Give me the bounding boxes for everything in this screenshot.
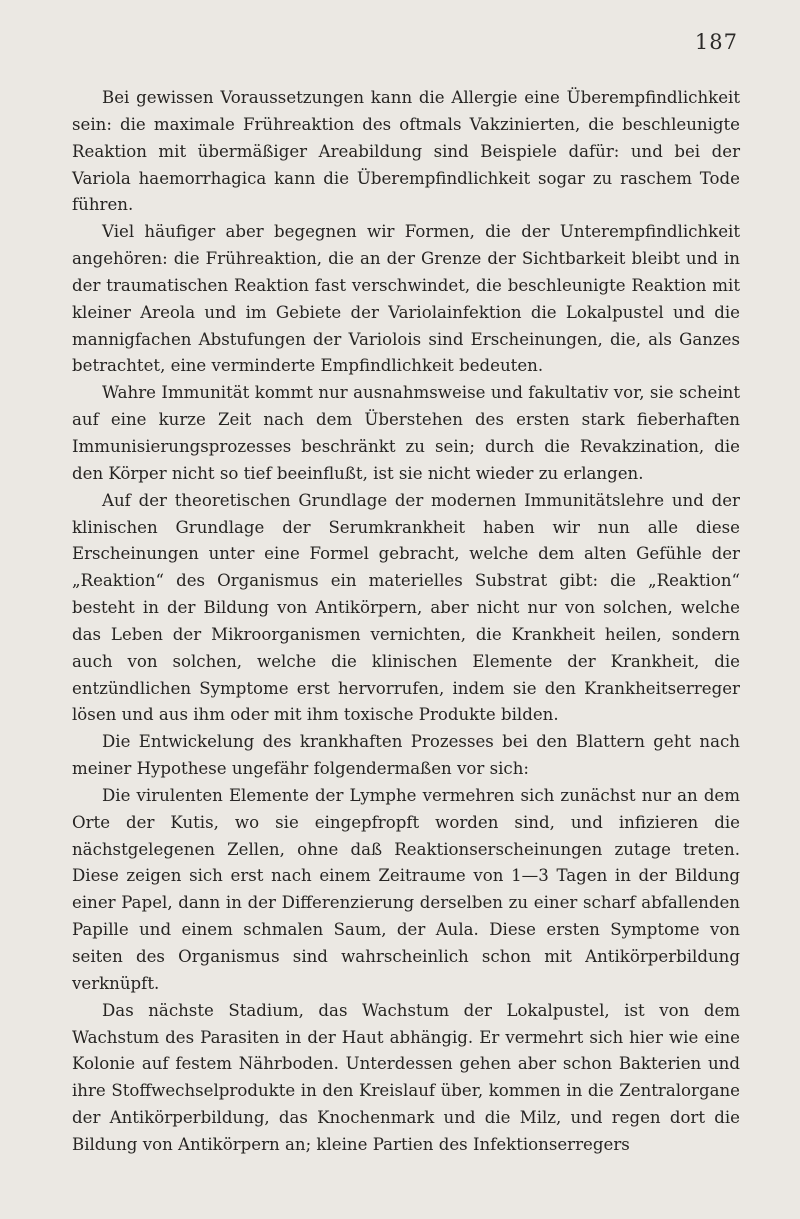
page-number: 187: [694, 30, 738, 54]
paragraph-unterempfindlichkeit: Viel häufiger aber begegnen wir Formen, die der Unterempfindlichkeit angehören: die Frühreaktion, die an der Grenze der Sichtbarkeit bleibt und in der traumatischen Reaktion fast verschwindet, die beschleunigte Reaktion mit kleiner Areola und im Gebiete der Variolainfektion die Lokalpustel und die mannigfachen Abstufungen der Variolois sind Erscheinungen, die, als Ganzes betrachtet, eine verminderte Empfindlichkeit bedeuten.: [72, 222, 740, 376]
body-text: [72, 85, 740, 1159]
paragraph-allergie: Bei gewissen Voraussetzungen kann die Allergie eine Überempfindlichkeit sein: die maximale Frühreaktion des oftmals Vakzinierten, die beschleunigte Reaktion mit übermäßiger Areabildung sind Beispiele dafür: und bei der Variola haemorrhagica kann die Überempfindlichkeit sogar zu raschem Tode führen.: [72, 88, 740, 215]
paragraph-naechstes-stadium: Das nächste Stadium, das Wachstum der Lokalpustel, ist von dem Wachstum des Parasiten in der Haut abhängig. Er vermehrt sich hier wie eine Kolonie auf festem Nährboden. Unterdessen gehen aber schon Bakterien und ihre Stoffwechselprodukte in den Kreislauf über, kommen in die Zentralorgane der Antikörperbildung, das Knochenmark und die Milz, und regen dort die Bildung von Antikörpern an; kleine Partien des Infektionserregers: [72, 1000, 740, 1154]
paragraph-wahre-immunitaet: Wahre Immunität kommt nur ausnahmsweise und fakultativ vor, sie scheint auf eine kurze Zeit nach dem Überstehen des ersten stark fieberhaften Immunisierungsprozesses beschränkt zu sein; durch die Revakzination, die den Körper nicht so tief beeinflußt, ist sie nicht wieder zu erlangen.: [72, 383, 740, 483]
paragraph-theoretische-grundlage: Auf der theoretischen Grundlage der modernen Immunitätslehre und der klinischen Grundlage der Serumkrankheit haben wir nun alle diese Erscheinungen unter eine Formel gebracht, welche dem alten Gefühle der „Reaktion“ des Organismus ein materielles Substrat gibt: die „Reaktion“ besteht in der Bildung von Antikörpern, aber nicht nur von solchen, welche das Leben der Mikroorganismen vernichten, die Krankheit heilen, sondern auch von solchen, welche die klinischen Elemente der Krankheit, die entzündlichen Symptome erst hervorrufen, indem sie den Krankheitserreger lösen und aus ihm oder mit ihm toxische Produkte bilden.: [72, 490, 740, 725]
paragraph-virulente-elemente: Die virulenten Elemente der Lymphe vermehren sich zunächst nur an dem Orte der Kutis, wo sie eingepfropft worden sind, und infizieren die nächstgelegenen Zellen, ohne daß Reaktionserscheinungen zutage treten. Diese zeigen sich erst nach einem Zeitraume von 1—3 Tagen in der Bildung einer Papel, dann in der Differenzierung derselben zu einer scharf abfallenden Papille und einem schmalen Saum, der Aula. Diese ersten Symptome von seiten des Organismus sind wahrscheinlich schon mit Antikörperbildung verknüpft.: [72, 785, 740, 993]
paragraph-entwickelung: Die Entwickelung des krankhaften Prozesses bei den Blattern geht nach meiner Hypothese ungefähr folgendermaßen vor sich:: [72, 732, 740, 779]
